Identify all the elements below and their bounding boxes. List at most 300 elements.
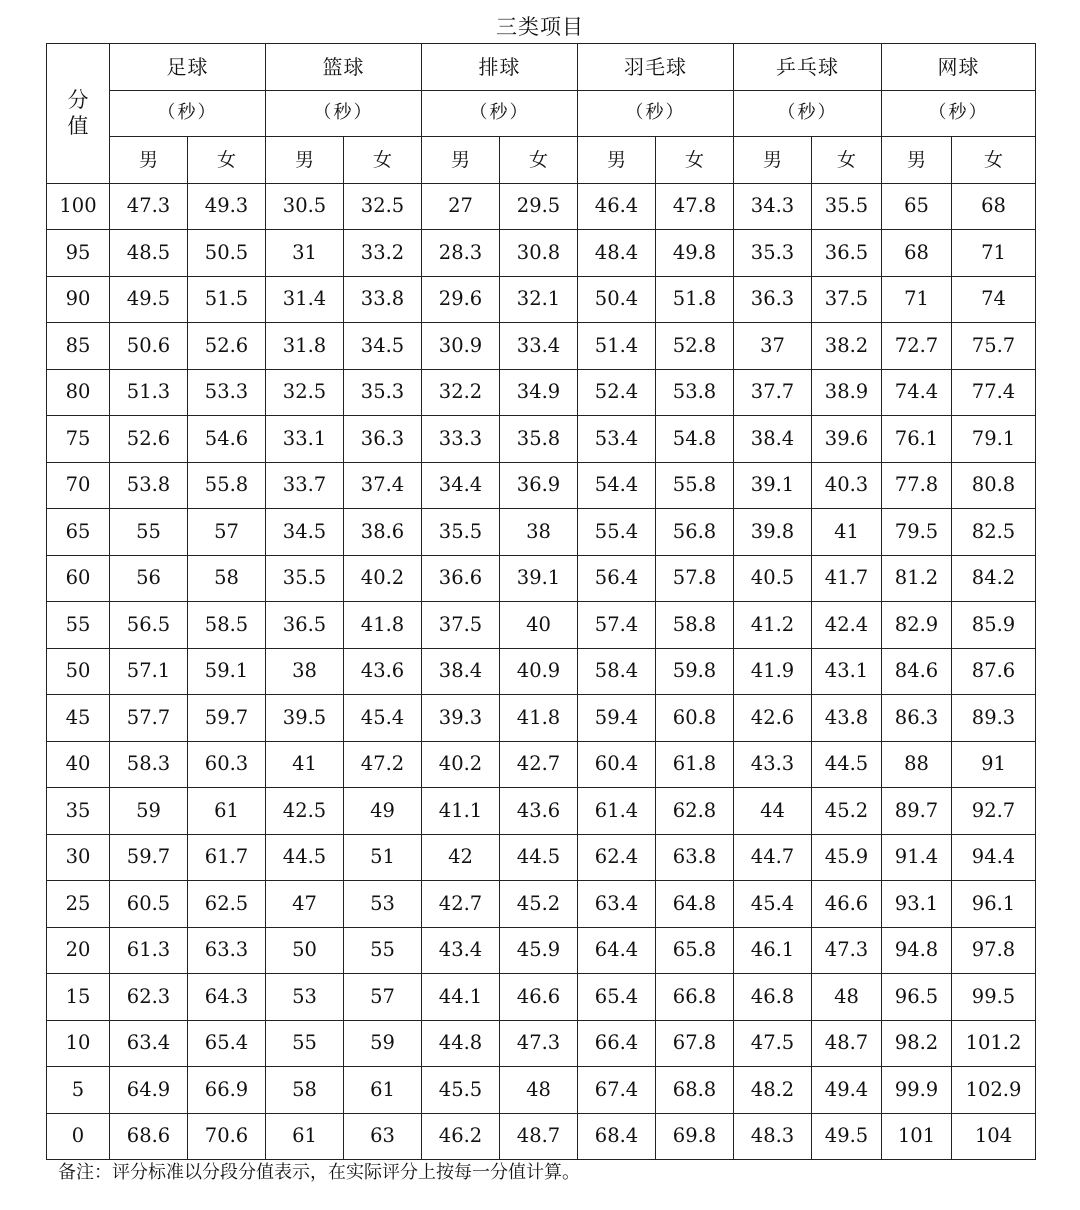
table-row (47, 602, 1036, 649)
time-cell: 50.4 (578, 276, 656, 323)
time-cell: 34.3 (734, 183, 812, 230)
time-cell: 33.4 (500, 323, 578, 370)
time-cell: 72.7 (882, 323, 952, 370)
female-header: 女 (812, 137, 882, 184)
time-cell: 81.2 (882, 555, 952, 602)
time-cell: 49.3 (188, 183, 266, 230)
unit-label: （秒） (882, 90, 1036, 137)
time-cell: 63.3 (188, 927, 266, 974)
score-table (46, 43, 1036, 1160)
score-cell: 90 (47, 276, 110, 323)
time-cell: 58 (266, 1067, 344, 1114)
time-cell: 27 (422, 183, 500, 230)
time-cell: 36.5 (812, 230, 882, 277)
time-cell: 98.2 (882, 1020, 952, 1067)
time-cell: 36.9 (500, 462, 578, 509)
table-row (47, 741, 1036, 788)
time-cell: 58.4 (578, 648, 656, 695)
time-cell: 61.3 (110, 927, 188, 974)
score-cell: 10 (47, 1020, 110, 1067)
male-header: 男 (734, 137, 812, 184)
time-cell: 31.4 (266, 276, 344, 323)
time-cell: 44.5 (812, 741, 882, 788)
time-cell: 58.3 (110, 741, 188, 788)
score-cell: 30 (47, 834, 110, 881)
time-cell: 61.8 (656, 741, 734, 788)
time-cell: 47.5 (734, 1020, 812, 1067)
time-cell: 47.3 (110, 183, 188, 230)
time-cell: 77.4 (952, 369, 1036, 416)
time-cell: 38.4 (422, 648, 500, 695)
male-header: 男 (422, 137, 500, 184)
time-cell: 39.1 (734, 462, 812, 509)
time-cell: 40.2 (422, 741, 500, 788)
score-cell: 65 (47, 509, 110, 556)
score-cell: 95 (47, 230, 110, 277)
time-cell: 33.3 (422, 416, 500, 463)
time-cell: 57.7 (110, 695, 188, 742)
time-cell: 41.8 (500, 695, 578, 742)
score-cell: 60 (47, 555, 110, 602)
time-cell: 35.3 (734, 230, 812, 277)
time-cell: 56.5 (110, 602, 188, 649)
time-cell: 53.3 (188, 369, 266, 416)
time-cell: 68.4 (578, 1113, 656, 1160)
time-cell: 76.1 (882, 416, 952, 463)
table-row (47, 834, 1036, 881)
time-cell: 61 (188, 788, 266, 835)
time-cell: 49 (344, 788, 422, 835)
time-cell: 55.8 (188, 462, 266, 509)
female-header: 女 (188, 137, 266, 184)
time-cell: 93.1 (882, 881, 952, 928)
time-cell: 75.7 (952, 323, 1036, 370)
time-cell: 59.1 (188, 648, 266, 695)
time-cell: 31.8 (266, 323, 344, 370)
time-cell: 54.4 (578, 462, 656, 509)
time-cell: 36.5 (266, 602, 344, 649)
time-cell: 55 (110, 509, 188, 556)
time-cell: 33.7 (266, 462, 344, 509)
time-cell: 50.6 (110, 323, 188, 370)
time-cell: 44.5 (266, 834, 344, 881)
time-cell: 48 (812, 974, 882, 1021)
sport-header-table-tennis: 乒乓球 (734, 44, 882, 91)
time-cell: 57.8 (656, 555, 734, 602)
time-cell: 45.2 (500, 881, 578, 928)
time-cell: 40.3 (812, 462, 882, 509)
time-cell: 68.8 (656, 1067, 734, 1114)
time-cell: 63 (344, 1113, 422, 1160)
time-cell: 47.3 (500, 1020, 578, 1067)
time-cell: 69.8 (656, 1113, 734, 1160)
female-header: 女 (656, 137, 734, 184)
sport-header-tennis: 网球 (882, 44, 1036, 91)
female-header: 女 (500, 137, 578, 184)
time-cell: 97.8 (952, 927, 1036, 974)
time-cell: 91.4 (882, 834, 952, 881)
time-cell: 43.8 (812, 695, 882, 742)
time-cell: 62.3 (110, 974, 188, 1021)
time-cell: 48 (500, 1067, 578, 1114)
time-cell: 47.2 (344, 741, 422, 788)
time-cell: 38.2 (812, 323, 882, 370)
table-row (47, 1113, 1036, 1160)
time-cell: 44.1 (422, 974, 500, 1021)
time-cell: 38.6 (344, 509, 422, 556)
time-cell: 30.8 (500, 230, 578, 277)
time-cell: 61 (266, 1113, 344, 1160)
time-cell: 59 (110, 788, 188, 835)
time-cell: 94.4 (952, 834, 1036, 881)
time-cell: 48.2 (734, 1067, 812, 1114)
time-cell: 65.4 (578, 974, 656, 1021)
score-cell: 70 (47, 462, 110, 509)
page-title: 三类项目 (496, 15, 584, 39)
time-cell: 62.4 (578, 834, 656, 881)
time-cell: 59.4 (578, 695, 656, 742)
time-cell: 42.7 (422, 881, 500, 928)
time-cell: 46.1 (734, 927, 812, 974)
time-cell: 67.4 (578, 1067, 656, 1114)
unit-label: （秒） (578, 90, 734, 137)
time-cell: 59.7 (110, 834, 188, 881)
time-cell: 45.5 (422, 1067, 500, 1114)
time-cell: 35.5 (266, 555, 344, 602)
score-cell: 85 (47, 323, 110, 370)
time-cell: 39.1 (500, 555, 578, 602)
time-cell: 50.5 (188, 230, 266, 277)
time-cell: 43.6 (344, 648, 422, 695)
time-cell: 92.7 (952, 788, 1036, 835)
time-cell: 36.3 (734, 276, 812, 323)
time-cell: 84.2 (952, 555, 1036, 602)
time-cell: 32.5 (266, 369, 344, 416)
time-cell: 49.8 (656, 230, 734, 277)
time-cell: 53.8 (110, 462, 188, 509)
table-row (47, 369, 1036, 416)
time-cell: 55 (266, 1020, 344, 1067)
time-cell: 34.5 (344, 323, 422, 370)
time-cell: 32.2 (422, 369, 500, 416)
score-cell: 55 (47, 602, 110, 649)
time-cell: 79.1 (952, 416, 1036, 463)
male-header: 男 (882, 137, 952, 184)
time-cell: 65.8 (656, 927, 734, 974)
table-row (47, 648, 1036, 695)
male-header: 男 (266, 137, 344, 184)
time-cell: 41.1 (422, 788, 500, 835)
time-cell: 96.1 (952, 881, 1036, 928)
time-cell: 49.5 (812, 1113, 882, 1160)
time-cell: 53.4 (578, 416, 656, 463)
time-cell: 82.5 (952, 509, 1036, 556)
time-cell: 85.9 (952, 602, 1036, 649)
time-cell: 35.5 (812, 183, 882, 230)
time-cell: 32.5 (344, 183, 422, 230)
time-cell: 66.8 (656, 974, 734, 1021)
time-cell: 99.9 (882, 1067, 952, 1114)
time-cell: 37.5 (812, 276, 882, 323)
time-cell: 45.4 (734, 881, 812, 928)
time-cell: 74 (952, 276, 1036, 323)
time-cell: 61.4 (578, 788, 656, 835)
time-cell: 66.4 (578, 1020, 656, 1067)
time-cell: 34.4 (422, 462, 500, 509)
time-cell: 42 (422, 834, 500, 881)
time-cell: 67.8 (656, 1020, 734, 1067)
table-body (47, 183, 1036, 1160)
score-cell: 80 (47, 369, 110, 416)
unit-label: （秒） (266, 90, 422, 137)
score-cell: 20 (47, 927, 110, 974)
time-cell: 60.4 (578, 741, 656, 788)
table-row (47, 276, 1036, 323)
time-cell: 37.7 (734, 369, 812, 416)
time-cell: 49.5 (110, 276, 188, 323)
time-cell: 34.9 (500, 369, 578, 416)
time-cell: 30.5 (266, 183, 344, 230)
time-cell: 89.7 (882, 788, 952, 835)
time-cell: 55 (344, 927, 422, 974)
time-cell: 77.8 (882, 462, 952, 509)
time-cell: 57 (188, 509, 266, 556)
time-cell: 48.7 (812, 1020, 882, 1067)
time-cell: 102.9 (952, 1067, 1036, 1114)
time-cell: 68 (882, 230, 952, 277)
time-cell: 46.4 (578, 183, 656, 230)
time-cell: 68.6 (110, 1113, 188, 1160)
header-row-gender (47, 137, 1036, 184)
time-cell: 52.8 (656, 323, 734, 370)
time-cell: 36.3 (344, 416, 422, 463)
table-row (47, 183, 1036, 230)
footnote: 备注：评分标准以分段分值表示，在实际评分上按每一分值计算。 (58, 1162, 580, 1183)
time-cell: 41.7 (812, 555, 882, 602)
time-cell: 45.4 (344, 695, 422, 742)
time-cell: 46.8 (734, 974, 812, 1021)
time-cell: 54.6 (188, 416, 266, 463)
score-cell: 25 (47, 881, 110, 928)
time-cell: 54.8 (656, 416, 734, 463)
time-cell: 39.8 (734, 509, 812, 556)
time-cell: 35.5 (422, 509, 500, 556)
score-cell: 50 (47, 648, 110, 695)
time-cell: 42.7 (500, 741, 578, 788)
time-cell: 36.6 (422, 555, 500, 602)
time-cell: 63.4 (110, 1020, 188, 1067)
table-row (47, 881, 1036, 928)
time-cell: 64.3 (188, 974, 266, 1021)
time-cell: 45.9 (812, 834, 882, 881)
female-header: 女 (952, 137, 1036, 184)
time-cell: 79.5 (882, 509, 952, 556)
time-cell: 46.2 (422, 1113, 500, 1160)
time-cell: 51.8 (656, 276, 734, 323)
time-cell: 61.7 (188, 834, 266, 881)
time-cell: 91 (952, 741, 1036, 788)
time-cell: 59.7 (188, 695, 266, 742)
time-cell: 44 (734, 788, 812, 835)
time-cell: 45.9 (500, 927, 578, 974)
time-cell: 29.5 (500, 183, 578, 230)
time-cell: 94.8 (882, 927, 952, 974)
time-cell: 59.8 (656, 648, 734, 695)
time-cell: 61 (344, 1067, 422, 1114)
time-cell: 39.3 (422, 695, 500, 742)
time-cell: 50 (266, 927, 344, 974)
table-row (47, 462, 1036, 509)
time-cell: 62.8 (656, 788, 734, 835)
time-cell: 37.5 (422, 602, 500, 649)
time-cell: 56.4 (578, 555, 656, 602)
table-row (47, 230, 1036, 277)
time-cell: 80.8 (952, 462, 1036, 509)
table-row (47, 788, 1036, 835)
male-header: 男 (110, 137, 188, 184)
time-cell: 37.4 (344, 462, 422, 509)
score-cell: 0 (47, 1113, 110, 1160)
table-row (47, 416, 1036, 463)
time-cell: 43.4 (422, 927, 500, 974)
time-cell: 53 (266, 974, 344, 1021)
time-cell: 41.9 (734, 648, 812, 695)
score-cell: 35 (47, 788, 110, 835)
time-cell: 41.8 (344, 602, 422, 649)
score-cell: 15 (47, 974, 110, 1021)
time-cell: 49.4 (812, 1067, 882, 1114)
time-cell: 57.4 (578, 602, 656, 649)
sport-header-football: 足球 (110, 44, 266, 91)
time-cell: 34.5 (266, 509, 344, 556)
time-cell: 55.4 (578, 509, 656, 556)
time-cell: 87.6 (952, 648, 1036, 695)
time-cell: 38 (266, 648, 344, 695)
time-cell: 96.5 (882, 974, 952, 1021)
score-column-label: 分值 (67, 88, 89, 139)
time-cell: 57.1 (110, 648, 188, 695)
time-cell: 63.8 (656, 834, 734, 881)
time-cell: 46.6 (812, 881, 882, 928)
time-cell: 63.4 (578, 881, 656, 928)
time-cell: 51 (344, 834, 422, 881)
time-cell: 71 (882, 276, 952, 323)
time-cell: 35.8 (500, 416, 578, 463)
table-row (47, 1020, 1036, 1067)
time-cell: 30.9 (422, 323, 500, 370)
time-cell: 65.4 (188, 1020, 266, 1067)
time-cell: 52.6 (110, 416, 188, 463)
score-column-header (47, 44, 110, 184)
time-cell: 99.5 (952, 974, 1036, 1021)
table-header (47, 44, 1036, 184)
time-cell: 28.3 (422, 230, 500, 277)
time-cell: 33.2 (344, 230, 422, 277)
header-row-sports (47, 44, 1036, 91)
table-row (47, 927, 1036, 974)
time-cell: 40.5 (734, 555, 812, 602)
time-cell: 46.6 (500, 974, 578, 1021)
time-cell: 104 (952, 1113, 1036, 1160)
sport-header-volleyball: 排球 (422, 44, 578, 91)
time-cell: 86.3 (882, 695, 952, 742)
time-cell: 51.4 (578, 323, 656, 370)
time-cell: 33.1 (266, 416, 344, 463)
table-row (47, 323, 1036, 370)
time-cell: 52.6 (188, 323, 266, 370)
time-cell: 38.4 (734, 416, 812, 463)
time-cell: 38 (500, 509, 578, 556)
time-cell: 64.4 (578, 927, 656, 974)
score-cell: 45 (47, 695, 110, 742)
time-cell: 60.5 (110, 881, 188, 928)
time-cell: 35.3 (344, 369, 422, 416)
time-cell: 65 (882, 183, 952, 230)
time-cell: 37 (734, 323, 812, 370)
time-cell: 44.8 (422, 1020, 500, 1067)
time-cell: 41.2 (734, 602, 812, 649)
time-cell: 64.9 (110, 1067, 188, 1114)
time-cell: 39.6 (812, 416, 882, 463)
time-cell: 44.5 (500, 834, 578, 881)
unit-label: （秒） (110, 90, 266, 137)
time-cell: 42.5 (266, 788, 344, 835)
time-cell: 53.8 (656, 369, 734, 416)
time-cell: 55.8 (656, 462, 734, 509)
time-cell: 42.4 (812, 602, 882, 649)
time-cell: 47.8 (656, 183, 734, 230)
time-cell: 82.9 (882, 602, 952, 649)
time-cell: 39.5 (266, 695, 344, 742)
time-cell: 40 (500, 602, 578, 649)
time-cell: 56.8 (656, 509, 734, 556)
time-cell: 40.9 (500, 648, 578, 695)
time-cell: 47.3 (812, 927, 882, 974)
time-cell: 43.3 (734, 741, 812, 788)
time-cell: 48.3 (734, 1113, 812, 1160)
time-cell: 101 (882, 1113, 952, 1160)
table-row (47, 1067, 1036, 1114)
time-cell: 51.3 (110, 369, 188, 416)
time-cell: 48.7 (500, 1113, 578, 1160)
time-cell: 101.2 (952, 1020, 1036, 1067)
time-cell: 88 (882, 741, 952, 788)
time-cell: 41 (812, 509, 882, 556)
time-cell: 42.6 (734, 695, 812, 742)
unit-label: （秒） (422, 90, 578, 137)
time-cell: 44.7 (734, 834, 812, 881)
table-row (47, 974, 1036, 1021)
table-row (47, 695, 1036, 742)
female-header: 女 (344, 137, 422, 184)
header-row-units (47, 90, 1036, 137)
time-cell: 68 (952, 183, 1036, 230)
time-cell: 64.8 (656, 881, 734, 928)
time-cell: 66.9 (188, 1067, 266, 1114)
time-cell: 45.2 (812, 788, 882, 835)
time-cell: 32.1 (500, 276, 578, 323)
table-row (47, 509, 1036, 556)
time-cell: 60.8 (656, 695, 734, 742)
score-cell: 5 (47, 1067, 110, 1114)
time-cell: 47 (266, 881, 344, 928)
score-cell: 75 (47, 416, 110, 463)
time-cell: 89.3 (952, 695, 1036, 742)
time-cell: 29.6 (422, 276, 500, 323)
time-cell: 51.5 (188, 276, 266, 323)
male-header: 男 (578, 137, 656, 184)
time-cell: 33.8 (344, 276, 422, 323)
